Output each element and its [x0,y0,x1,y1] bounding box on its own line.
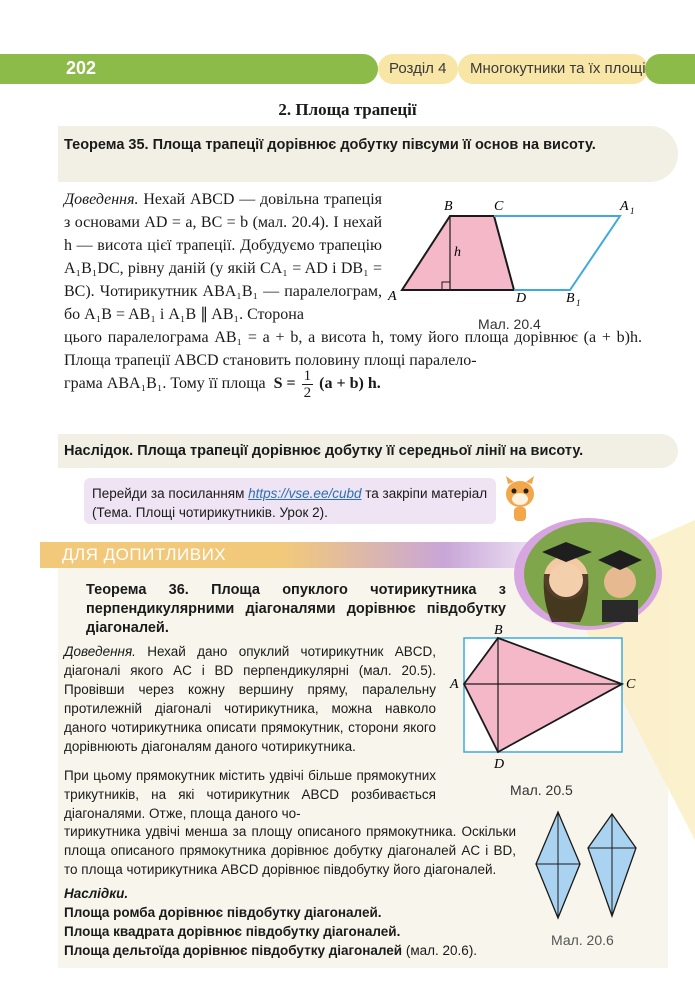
label-D: D [494,757,505,770]
page-title: 2. Площа трапеції [278,100,417,119]
proof-text-3: грама ABA₁B₁. Тому її площа [64,375,266,393]
theorem-35: Теорема 35. Площа трапеції дорівнює добутку півсуми її основ на висоту. [64,137,596,153]
label-A1-sub: 1 [630,206,635,216]
link-after: та закріпи матеріал (Тема. Площі чотирикутників. Урок 2). [92,486,488,520]
caption-20-6: Мал. 20.6 [551,932,614,948]
fraction-denominator: 2 [303,385,312,401]
label-B1-sub: 1 [576,298,581,308]
corollary-kite-ref: (мал. 20.6). [405,943,478,958]
formula-fraction [302,368,314,401]
theorem-36: Теорема 36. Площа опуклого чотирикутника з перпендикулярними діагоналями дорівнює півдобутку діагоналей. [86,582,506,636]
caption-20-5: Мал. 20.5 [510,782,573,798]
label-B: B [444,199,453,214]
corollaries-36 [64,884,524,960]
label-D: D [516,291,527,306]
label-A: A [388,289,397,304]
corollaries-heading: Наслідки. [64,886,129,901]
link-url[interactable]: https://vse.ee/cubd [248,486,362,501]
corollary-35: Наслідок. Площа трапеції дорівнює добутку її середньої лінії на висоту. [64,443,584,459]
proof36-lead: Доведення. [64,644,136,659]
link-text [92,484,492,522]
label-B1: B [566,291,575,306]
fraction-numerator: 1 [303,368,312,384]
section-label: Розділ 4 [389,60,447,77]
figure-20-6 [528,808,648,928]
caption-20-4: Мал. 20.4 [478,316,541,332]
proof-36-part2: При цьому прямокутник містить удвічі більше прямокутних трикутників, на які чотирикутник ABCD розбивається діагоналями. Отже, площа даного чо- [64,768,436,821]
label-B: B [494,623,503,638]
figure-20-4 [384,198,654,310]
corollary-rhombus: Площа ромба дорівнює півдобутку діагоналей. [64,905,382,920]
figure-20-5 [444,622,642,770]
graduates-photo [512,512,664,632]
label-A1: A [620,199,629,214]
formula-rhs: (a + b) h. [319,375,381,393]
label-C: C [626,677,636,692]
proof-lead: Доведення. [64,191,139,208]
label-h: h [454,245,461,260]
proof-35-part1 [64,188,382,326]
proof36-text-1: Нехай дано опуклий чотирикутник ABCD, діагоналі якого AC і BD перпендикулярні (мал. 20.5). Провівши через кожну вершину пряму, паралельну протилежній діагоналі чотирикутника, можна навколо даного чотирикутника описати прямокутник, сторони якого дорівнюють діагоналям даного чотирикутника. [64,644,436,754]
formula-lhs: S = [273,375,296,393]
corollary-kite: Площа дельтоїда дорівнює півдобутку діагоналей [64,943,403,958]
header-bar [0,54,378,84]
header-tail [645,54,695,84]
proof-text-1: Нехай ABCD — довільна трапеція з основами AD = a, BC = b (мал. 20.4). І нехай h — висота цієї трапеції. Добудуємо трапецію A₁B₁DC, рівну даній (у якій CA₁ = AD і DB₁ = BC). Чотирикутник ABA₁B₁ — паралелограм, бо A₁B = AB₁ і A₁B ∥ AB₁. Сторона [64,191,383,323]
curious-title: ДЛЯ ДОПИТЛИВИХ [62,545,227,564]
corollary-square: Площа квадрата дорівнює півдобутку діагоналей. [64,924,401,939]
proof-35-part3 [64,368,642,401]
section-name: Многокутники та їх площі [470,60,646,77]
label-A: A [450,677,459,692]
trapezoid-a1b1dc [494,216,620,290]
proof-35-part2: цього паралелограма AB₁ = a + b, а висота h, тому його площа дорівнює (a + b)h. Площа трапеції ABCD становить половину площі паралело- [64,329,642,369]
proof-36-part1 [64,642,436,756]
proof-36-part3: тирикутника удвічі менша за площу описаного прямокутника. Оскільки площа описаного прямокутника дорівнює добутку діагоналей AC і BD, то площа чотирикутника ABCD дорівнює півдобутку його діагоналей. [64,824,516,877]
page-number: 202 [66,58,97,78]
label-C: C [494,199,504,214]
link-before: Перейди за посиланням [92,486,245,501]
corollary-kite-line [64,941,524,960]
